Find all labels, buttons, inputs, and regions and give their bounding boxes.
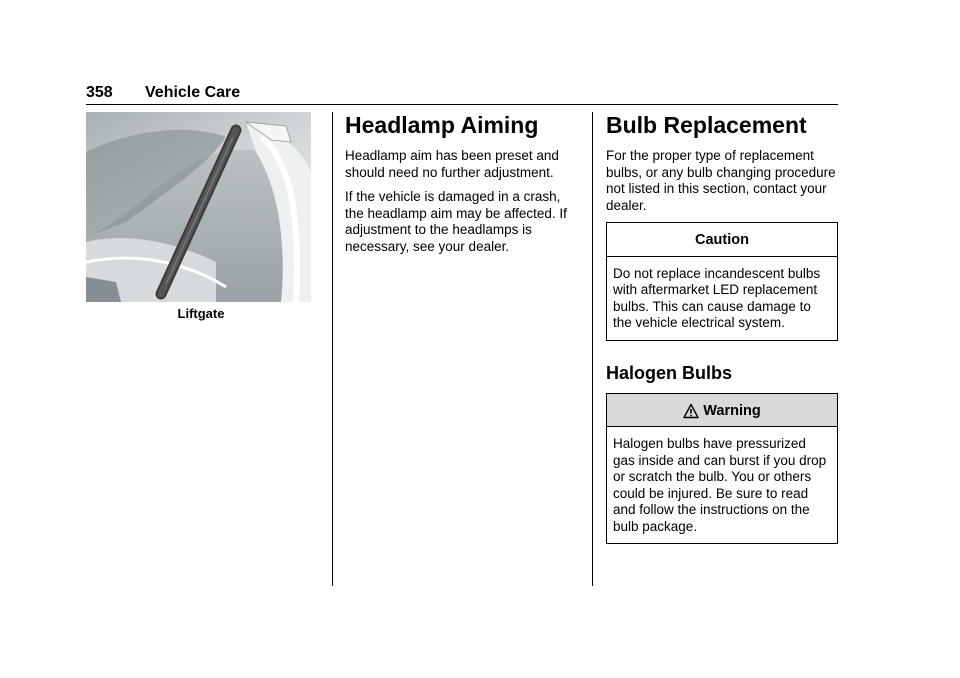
warning-box (606, 393, 838, 545)
headlamp-paragraph-1: Headlamp aim has been preset and should need no further adjustment. (345, 148, 559, 180)
caution-text: Do not replace incandescent bulbs with aftermarket LED replacement bulbs. This can cause damage to the vehicle electrical system. (613, 265, 821, 330)
warning-header (607, 394, 837, 428)
section-title: Vehicle Care (145, 84, 241, 101)
caution-title: Caution (607, 223, 837, 257)
liftgate-illustration (86, 112, 311, 302)
page-header (86, 82, 838, 105)
headlamp-column (345, 112, 577, 263)
figure-caption: Liftgate (177, 306, 225, 321)
column-divider (332, 112, 333, 586)
column-divider (592, 112, 593, 586)
warning-icon (683, 403, 699, 419)
bulb-intro: For the proper type of replacement bulbs, or any bulb changing procedure not listed in this section, contact your dealer. (606, 148, 836, 213)
headlamp-paragraph-2: If the vehicle is damaged in a crash, the headlamp aim may be affected. If adjustment to the headlamps is necessary, see your dealer. (345, 189, 567, 254)
page-number: 358 (86, 84, 113, 101)
headlamp-heading: Headlamp Aiming (345, 112, 539, 138)
bulb-column (606, 112, 838, 544)
warning-title: Warning (703, 402, 761, 419)
halogen-heading: Halogen Bulbs (606, 362, 733, 383)
warning-text: Halogen bulbs have pressurized gas inside and can burst if you drop or scratch the bulb. You or others could be injured. Be sure to read and follow the instructions on the bulb package. (613, 436, 827, 534)
caution-box (606, 222, 838, 341)
bulb-heading: Bulb Replacement (606, 112, 807, 138)
